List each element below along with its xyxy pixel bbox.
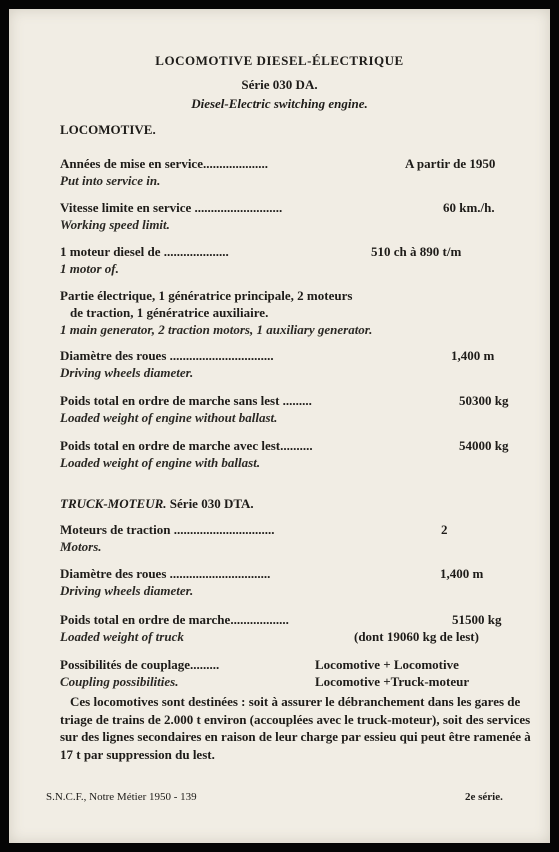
spec-weight-without-ballast: Poids total en ordre de marche sans lest ......... 50300 kg Loaded weight of engine without ballast.	[60, 393, 509, 425]
spec-service-years: Années de mise en service.................... A partir de 1950 Put into service in.	[60, 156, 496, 188]
spec-weight-with-ballast: Poids total en ordre de marche avec lest.......... 54000 kg Loaded weight of engine with ballast.	[60, 438, 509, 470]
footer-publisher: S.N.C.F., Notre Métier 1950 - 139	[46, 791, 197, 803]
spec-value-2: Locomotive +Truck-moteur	[315, 674, 470, 689]
spec-speed-limit: Vitesse limite en service ........................... 60 km./h. Working speed limit.	[60, 200, 495, 232]
spec-value: 1,400 m	[451, 348, 495, 363]
series-label: Série 030 DA.	[241, 77, 318, 92]
spec-diesel-engine: 1 moteur diesel de .................... 510 ch à 890 t/m 1 motor of.	[60, 244, 462, 276]
spec-truck-wheel-diameter: Diamètre des roues ............................... 1,400 m Driving wheels diameter.	[60, 566, 484, 598]
spec-value-note: (dont 19060 kg de lest)	[354, 629, 479, 644]
description-paragraph: Ces locomotives sont destinées : soit à assurer le débranchement dans les gares de triage de trains de 2.000 t environ (accouplées avec le truck-moteur), soit des services sur des lignes secondaires en raison de leur charge par essieu qui peut être ramenée à 17 t par suppression du lest.	[60, 694, 531, 762]
spec-wheel-diameter: Diamètre des roues ................................ 1,400 m Driving wheels diameter.	[60, 348, 495, 380]
spec-truck-weight: Poids total en ordre de marche.................. 51500 kg Loaded weight of truck (dont 19060 kg de lest)	[60, 612, 502, 644]
spec-value: 1,400 m	[440, 566, 484, 581]
spec-value: 54000 kg	[459, 438, 509, 453]
main-title: LOCOMOTIVE DIESEL-ÉLECTRIQUE	[155, 53, 404, 68]
spec-value: Locomotive + Locomotive	[315, 657, 459, 672]
spec-value: A partir de 1950	[405, 156, 496, 171]
spec-value: 60 km./h.	[443, 200, 495, 215]
spec-value: 50300 kg	[459, 393, 509, 408]
spec-electric-part: Partie électrique, 1 génératrice principale, 2 moteurs de traction, 1 génératrice auxiliaire. 1 main generator, 2 traction motors, 1 auxiliary generator.	[60, 288, 373, 337]
spec-value: 2	[441, 522, 448, 537]
spec-traction-motors: Moteurs de traction ............................... 2 Motors.	[60, 522, 448, 554]
section-truck-moteur: TRUCK-MOTEUR. Série 030 DTA.	[60, 496, 254, 511]
spec-value: 510 ch à 890 t/m	[371, 244, 462, 259]
footer-series: 2e série.	[465, 791, 503, 803]
section-locomotive: LOCOMOTIVE.	[60, 122, 156, 137]
spec-value: 51500 kg	[452, 612, 502, 627]
postcard	[9, 9, 550, 843]
english-title: Diesel-Electric switching engine.	[191, 96, 368, 111]
spec-coupling: Possibilités de couplage......... Locomotive + Locomotive Coupling possibilities. Locomotive +Truck-moteur	[60, 657, 470, 689]
